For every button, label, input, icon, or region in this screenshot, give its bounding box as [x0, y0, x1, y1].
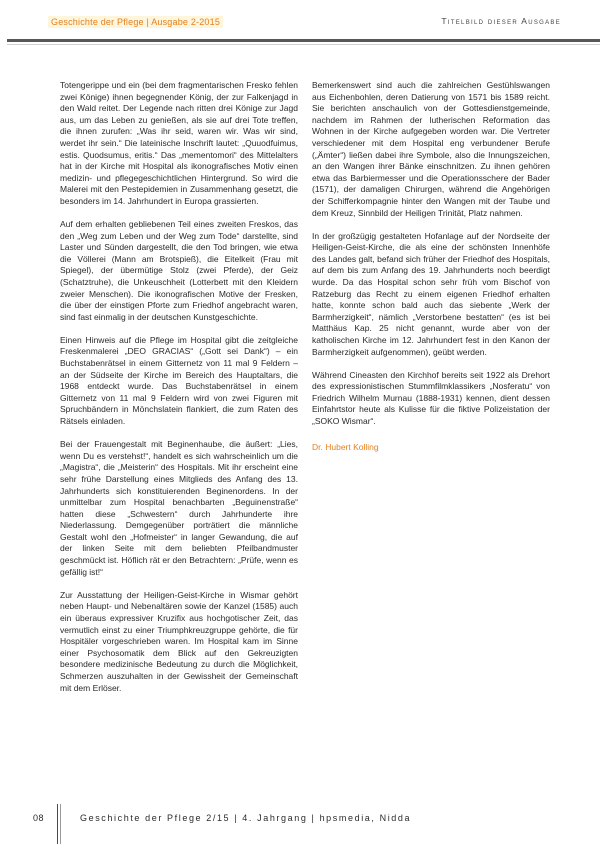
article-body — [60, 80, 550, 706]
section-title: Titelbild dieser Ausgabe — [441, 16, 561, 26]
journal-title: Geschichte der Pflege | Ausgabe 2-2015 — [48, 16, 223, 28]
body-paragraph: Bemerkenswert sind auch die zahlreichen Gestühlswangen aus Eichenbohlen, deren Datierung von 1571 bis 1589 reicht. Sie berichten anschaulich von der Gottesdienstgemeinde, nachdem im Rahmen der lutherischen Reformation das Wohnen in der Kirche aufgegeben worden war. Die Vertreter verschiedener mit dem Hospital eng verbundener Berufe („Ämter“) ließen dabei ihre Symbole, also die Innungszeichen, an den Wangen ihrer Bänke einschnitzen. Zu ihnen gehören etwa das Barbiermesser und die Operationsschere der Bader (1571), der damaligen Chirurgen, während die Angehörigen der Schifferkompagnie hinter den Wangen mit der Taube und dem Kreuz, Sinnbild der Heiligen Trinität, Platz nahmen. — [312, 80, 550, 218]
body-paragraph: Zur Ausstattung der Heiligen-Geist-Kirche in Wismar gehört neben Haupt- und Nebenaltären sowie der Kanzel (1585) auch ein überaus expressiver Kruzifix aus hochgotischer Zeit, das vermutlich einst zu einer Triumphkreuzgruppe gehörte, die für Hospitäler vorgeschrieben waren. Im Hospital kam im Sinne einer Psychosomatik dem Blick auf den Gekreuzigten besondere medizinische Bedeutung zu durch die Möglichkeit, Schmerzen auszuhalten in der Gewissheit der Gemeinschaft mit dem Erlöser. — [60, 589, 298, 693]
body-paragraph: Einen Hinweis auf die Pflege im Hospital gibt die zeitgleiche Freskenmalerei „DEO GRACIAS“ („Gott sei Dank“) – ein Buchstabenrätsel in einem Gitternetz von 11 mal 9 Feldern – an der Südseite der Kirche im Bereich des Hauptaltars, die 1968 entdeckt wurde. Das Buchstabenrätsel in einem Gitternetz von 11 mal 9 Feldern wird von zwei Figuren mit Spruchbändern in Mönchslatein flankiert, die zum Raten des Rätsels einladen. — [60, 334, 298, 427]
author-byline: Dr. Hubert Kolling — [312, 441, 379, 452]
header-rule-dark — [7, 39, 600, 42]
body-paragraph: Totengerippe und ein (bei dem fragmentarischen Fresko fehlen zwei Könige) ihnen begegnender König, der zur Falkenjagd in den Wald reitet. Der Legende nach ritten drei Könige zur Jagd aus, um das Leben zu genießen, als sie auf drei Tote treffen, die ihnen zurufen: „Was ihr seid, waren wir. Was wir sind, werdet ihr sein.“ Die lateinische Inschrift lautet: „Quuodfuimus, estis. Quodsumus, eritis.“ Das „mementomori“ des Mittelalters hat in der Kirche mit Hospital als ikonografisches Motiv einen medizin- und pflegegeschichtlichen Hintergrund. So wird die Malerei mit den Pestepidemien in Zusammenhang gesetzt, die besonders im 14. Jahrhundert in Europa grassierten. — [60, 80, 298, 206]
footer-divider — [57, 804, 61, 844]
imprint-text: Geschichte der Pflege 2/15 | 4. Jahrgang | hpsmedia, Nidda — [80, 813, 412, 823]
page-footer — [0, 804, 607, 844]
body-paragraph: Bei der Frauengestalt mit Beginenhaube, die äußert: „Lies, wenn Du es verstehst!“, handelt es sich wahrscheinlich um die „Magistra“, die „Meisterin“ des Hospitals. Mit ihr erscheint eine sehr frühe Darstellung eines Mitglieds des Anfang des 13. Jahrhunderts sich konstituierenden Beginenordens. In der unmittelbar zum Hospital benachbarten „Beguinenstraße“ hatten diese „Schwestern“ durch Jahrhunderte ihre Niederlassung. Demgegenüber porträtiert die männliche Gestalt wohl den „Hofmeister“ in langer Gewandung, die auf der linken Seite mit dem beliebten Pfeilbandmuster geschmückt ist. Höflich rät er den Betrachtern: „Prüfe, wenn es gefällig ist!“ — [60, 439, 298, 577]
body-paragraph: Auf dem erhalten gebliebenen Teil eines zweiten Freskos, das den „Weg zum Leben und der Weg zum Tode“ darstellte, sind Laster und Sünden dargestellt, die den Tod bringen, wie etwa die Völlerei (Mann am Brotspieß), die Eitelkeit (Frau mit Spiegel), der übermütige Stolz (zwei Pferde), der Geiz (Schatztruhe), die Unkeuschheit (Lotterbett mit den Kleidern zweier Menschen). Die ikonografischen Motive der Fresken, die über der einstigen Pforte zum Friedhof angebracht waren, sind fast einmalig in der deutschen Kunstgeschichte. — [60, 219, 298, 322]
header-rule-light — [7, 44, 600, 45]
page-number: 08 — [33, 813, 45, 823]
left-column — [60, 80, 298, 706]
body-paragraph: Während Cineasten den Kirchhof bereits seit 1922 als Drehort des expressionistischen Stummfilmklassikers „Nosferatu“ von Friedrich Wilhelm Murnau (1888-1931) kennen, dient dessen Einfahrtstor heute als Kulisse für die fiktive Polizeistation der „SOKO Wismar“. — [312, 369, 550, 427]
body-paragraph: In der großzügig gestalteten Hofanlage auf der Nordseite der Heiligen-Geist-Kirche, die als eine der schönsten Innenhöfe des Landes galt, befand sich früher der Friedhof des Hospitals, auf dem bis zum Anfang des 19. Jahrhunderts noch beerdigt wurde. Da das Hospital schon sehr früh vom Bischof von Ratzeburg das Recht zu einem eigenen Friedhof erhalten hatte, konnte schon bald auch das siebente „Werk der Barmherzigkeit“, nämlich „Verstorbene bestatten“ (es ist bei Matthäus Kap. 25 nicht genannt, wurde aber von der katholischen Kirche im 12. Jahrhundert fest in den Kanon der Barmherzigkeit aufgenommen), geübt werden. — [312, 230, 550, 357]
header-rule — [7, 39, 600, 45]
right-column — [312, 80, 550, 706]
